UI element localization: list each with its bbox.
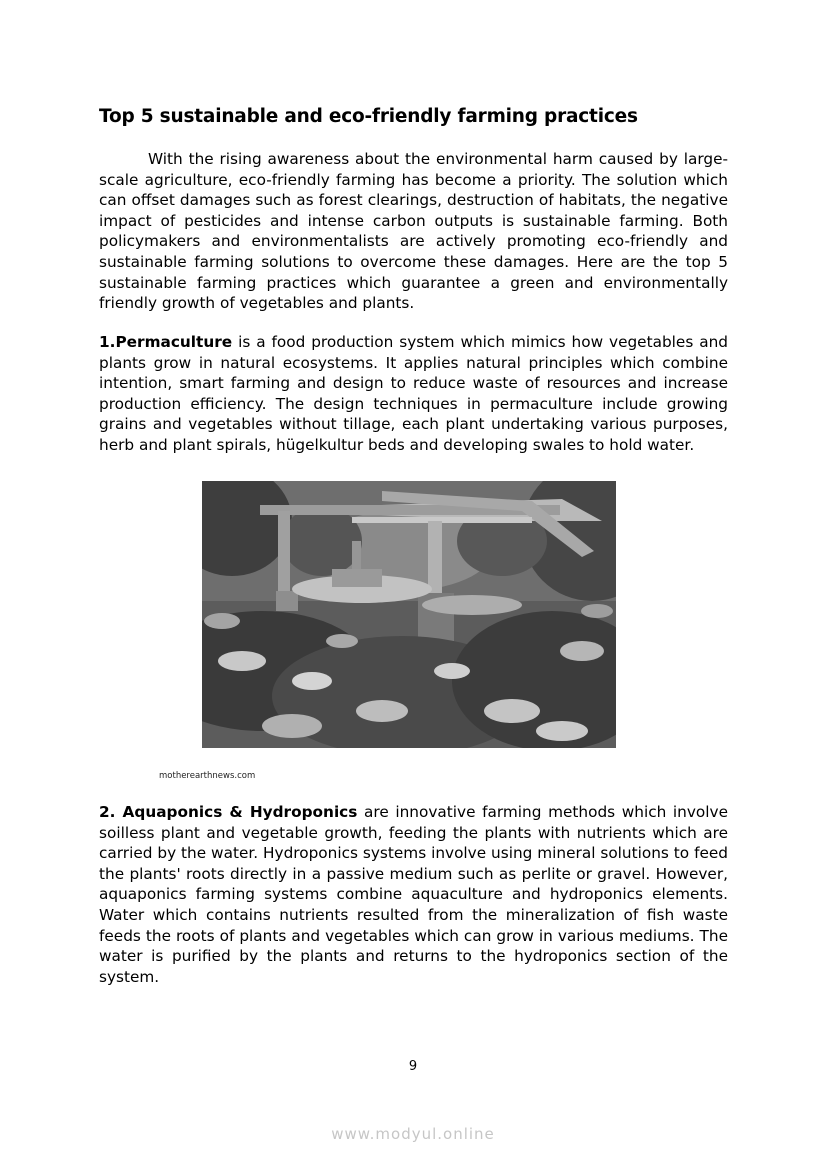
page-title: Top 5 sustainable and eco-friendly farming practices (99, 106, 638, 127)
aquaponics-paragraph (99, 802, 728, 987)
aquaponics-lead: 2. Aquaponics & Hydroponics (99, 803, 358, 821)
photo-caption: motherearthnews.com (159, 771, 256, 781)
aquaponics-text: are innovative farming methods which involve soilless plant and vegetable growth, feeding the plants with nutrients which are carried by the water. Hydroponics systems involve using mineral solutions to feed the plants' roots directly in a passive medium such as perlite or gravel. However, aquaponics farming systems combine aquaculture and hydroponics elements. Water which contains nutrients resulted from the mineralization of fish waste feeds the roots of plants and vegetables which can grow in various mediums. The water is purified by the plants and returns to the hydroponics section of the system. (99, 803, 728, 986)
page-number: 9 (408, 1059, 418, 1074)
permaculture-lead: 1.Permaculture (99, 333, 233, 351)
garden-pergola-photo (202, 481, 616, 748)
watermark: www.modyul.online (331, 1125, 495, 1143)
intro-paragraph: With the rising awareness about the environmental harm caused by large-scale agriculture, eco-friendly farming has become a priority. The solution which can offset damages such as forest clearings, destruction of habitats, the negative impact of pesticides and intense carbon outputs is sustainable farming. Both policymakers and environmentalists are actively promoting eco-friendly and sustainable farming solutions to overcome these damages. Here are the top 5 sustainable farming practices which guarantee a green and environmentally friendly growth of vegetables and plants. (99, 150, 728, 313)
permaculture-paragraph (99, 332, 728, 456)
permaculture-text: is a food production system which mimics how vegetables and plants grow in natural ecosystems. It applies natural principles which combine intention, smart farming and design to reduce waste of resources and increase production efficiency. The design techniques in permaculture include growing grains and vegetables without tillage, each plant undertaking various purposes, herb and plant spirals, hügelkultur beds and developing swales to hold water. (99, 333, 728, 454)
